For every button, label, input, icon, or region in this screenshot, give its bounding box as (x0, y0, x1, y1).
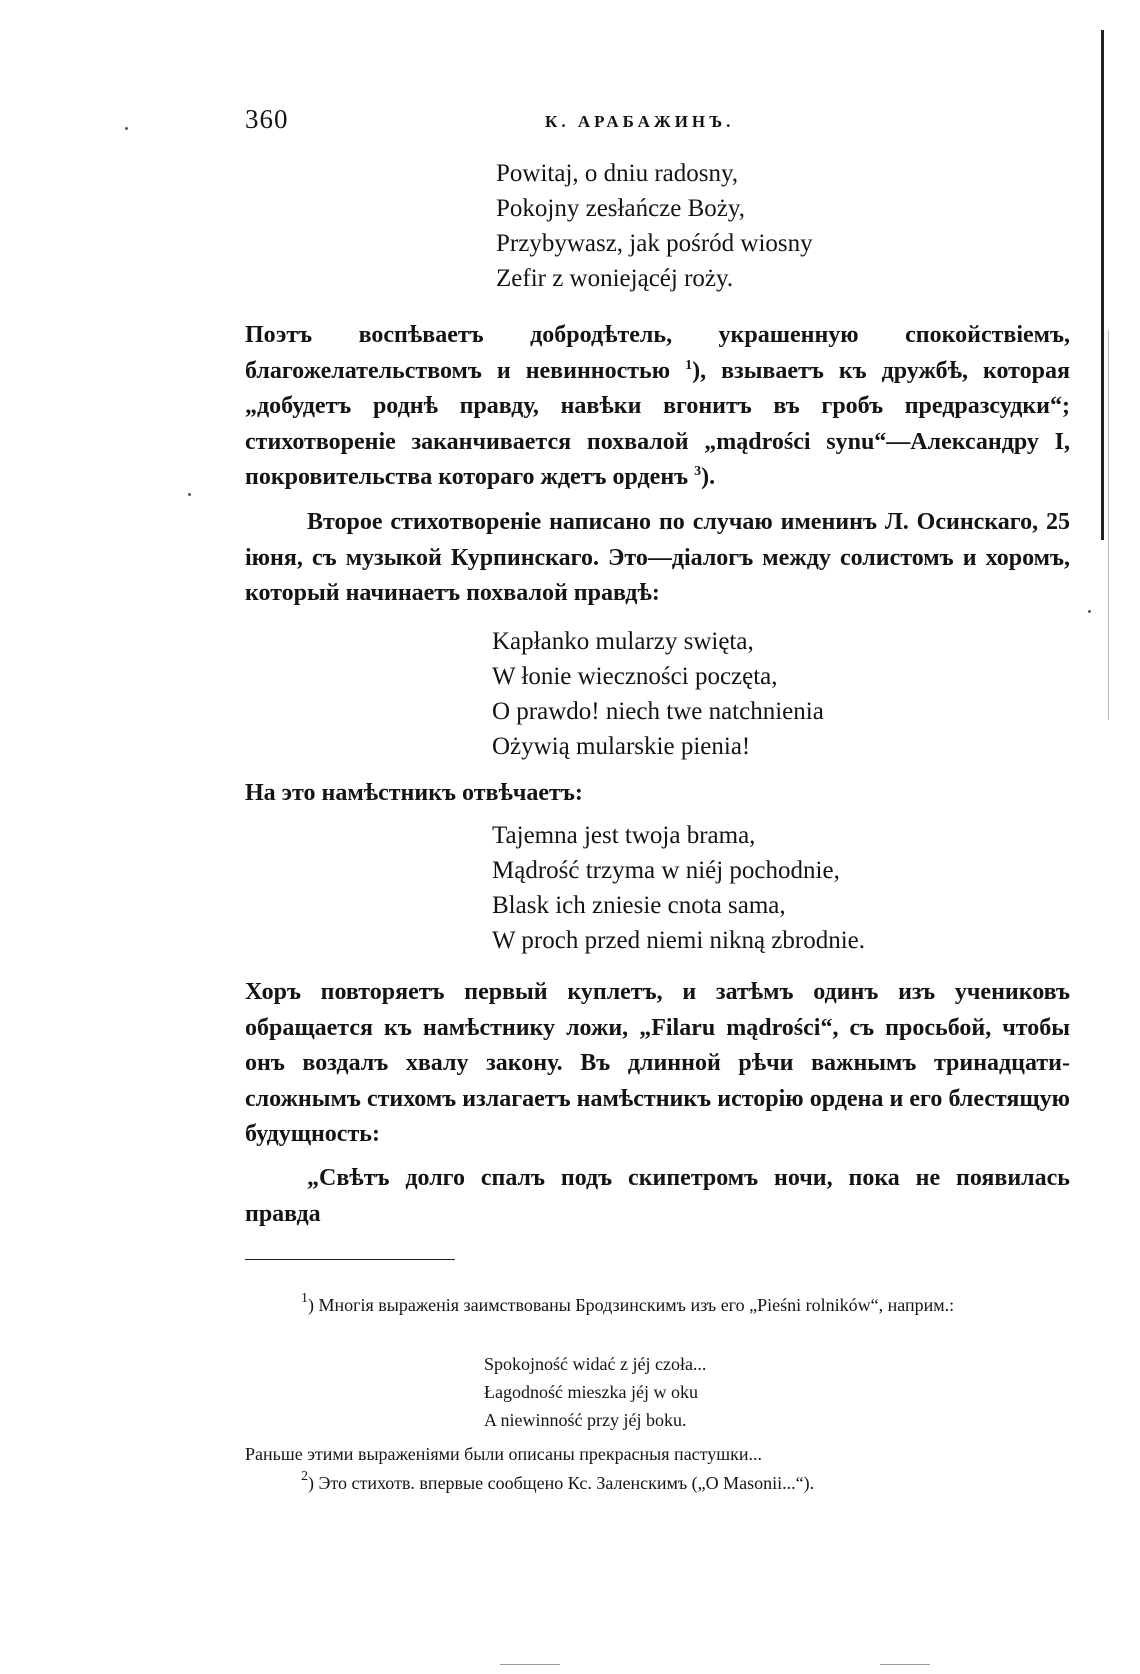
verse-line: Pokojny zesłańcze Boży, (496, 195, 745, 222)
verse-line: O prawdo! niech twe natchnienia (492, 698, 824, 725)
scan-speck (1088, 610, 1091, 613)
paragraph-text: Поэтъ воспѣваетъ добродѣтель, украшенную спокойствіемъ, благожелательствомъ и невинностью (245, 322, 1070, 384)
running-head: К. АРАБАЖИНЪ. (545, 112, 735, 131)
footnote-2 (245, 1469, 1070, 1497)
footnote-verse-line: Spokojność widać z jéj czoła... (484, 1354, 707, 1374)
scan-mark (880, 1664, 930, 1665)
verse-line: Tajemna jest twoja brama, (492, 822, 756, 849)
verse-line: Ożywią mularskie pienia! (492, 733, 751, 760)
paragraph-5 (245, 1161, 1070, 1232)
footnote-verse (484, 1350, 706, 1434)
verse-block-1 (496, 156, 813, 296)
verse-line: Powitaj, o dniu radosny, (496, 160, 739, 187)
footnote-1 (245, 1291, 1070, 1319)
paragraph-text: „Свѣтъ долго спалъ подъ скипетромъ ночи, пока не появилась правда (245, 1165, 1070, 1227)
verse-block-2 (492, 624, 824, 764)
verse-line: Blask ich zniesie cnota sama, (492, 892, 786, 919)
paragraph-text: На это намѣстникъ отвѣчаетъ: (245, 780, 583, 806)
footnote-mark: 2 (301, 1469, 308, 1484)
verse-line: Zefir z woniejącéj roży. (496, 265, 734, 292)
scan-speck (125, 127, 128, 130)
verse-line: Kapłanko mularzy swięta, (492, 628, 754, 655)
verse-line: Mądrość trzyma w niéj pochodnie, (492, 857, 840, 884)
footnote-1-continuation (245, 1440, 1070, 1468)
verse-line: Przybywasz, jak pośród wiosny (496, 230, 813, 257)
footnote-ref[interactable]: 1 (685, 357, 693, 373)
footnote-text: Раньше этими выраженіями были описаны прекрасныя пастушки... (245, 1444, 763, 1464)
paragraph-text: ). (701, 464, 716, 490)
footnote-mark: 1 (301, 1291, 308, 1306)
footnote-verse-line: Łagodność mieszka jéj w oku (484, 1382, 698, 1402)
verse-block-3 (492, 818, 865, 958)
scan-speck (188, 493, 191, 496)
paragraph-3 (245, 776, 1070, 812)
paragraph-text: ), взываетъ къ дружбѣ, которая „добудетъ роднѣ правду, навѣки вгонитъ въ гробъ предразсудки“; стихотвореніе заканчивается похвалой „mądrości synu“—Александру I, покровительства котораго ждетъ орденъ (245, 357, 1070, 490)
margin-scan-line-faint (1108, 330, 1109, 720)
footnote-rule (245, 1259, 455, 1260)
verse-line: W łonie wieczności poczęta, (492, 663, 778, 690)
paragraph-text: Хоръ повторяетъ первый куплетъ, и затѣмъ одинъ изъ учениковъ обращается къ намѣстнику ложи, „Filaru mądrości“, съ просьбой, чтобы онъ воздалъ хвалу закону. Въ длинной рѣчи важнымъ тринадцати-сложнымъ стихомъ излагаетъ намѣстникъ исторію ордена и его блестящую будущность: (245, 979, 1070, 1147)
paragraph-1 (245, 318, 1070, 496)
verse-line: W proch przed niemi nikną zbrodnie. (492, 927, 866, 954)
page-number: 360 (245, 104, 289, 134)
margin-scan-line (1101, 30, 1104, 540)
paragraph-4 (245, 975, 1070, 1153)
scan-mark (500, 1664, 560, 1665)
footnote-text: ) Многія выраженія заимствованы Бродзинскимъ изъ его „Pieśni rolników“, наприм.: (308, 1295, 955, 1315)
footnote-text: ) Это стихотв. впервые сообщено Кс. Заленскимъ („O Masonii...“). (308, 1473, 815, 1493)
footnote-verse-line: A niewinność przy jéj boku. (484, 1410, 687, 1430)
paragraph-2 (245, 505, 1070, 612)
footnote-ref[interactable]: 3 (694, 464, 702, 479)
paragraph-text: Второе стихотвореніе написано по случаю именинъ Л. Осинскаго, 25 іюня, съ музыкой Курпинскаго. Это—діалогъ между солистомъ и хоромъ, который начинаетъ похвалой правдѣ: (245, 509, 1070, 606)
page-header (245, 104, 1070, 144)
